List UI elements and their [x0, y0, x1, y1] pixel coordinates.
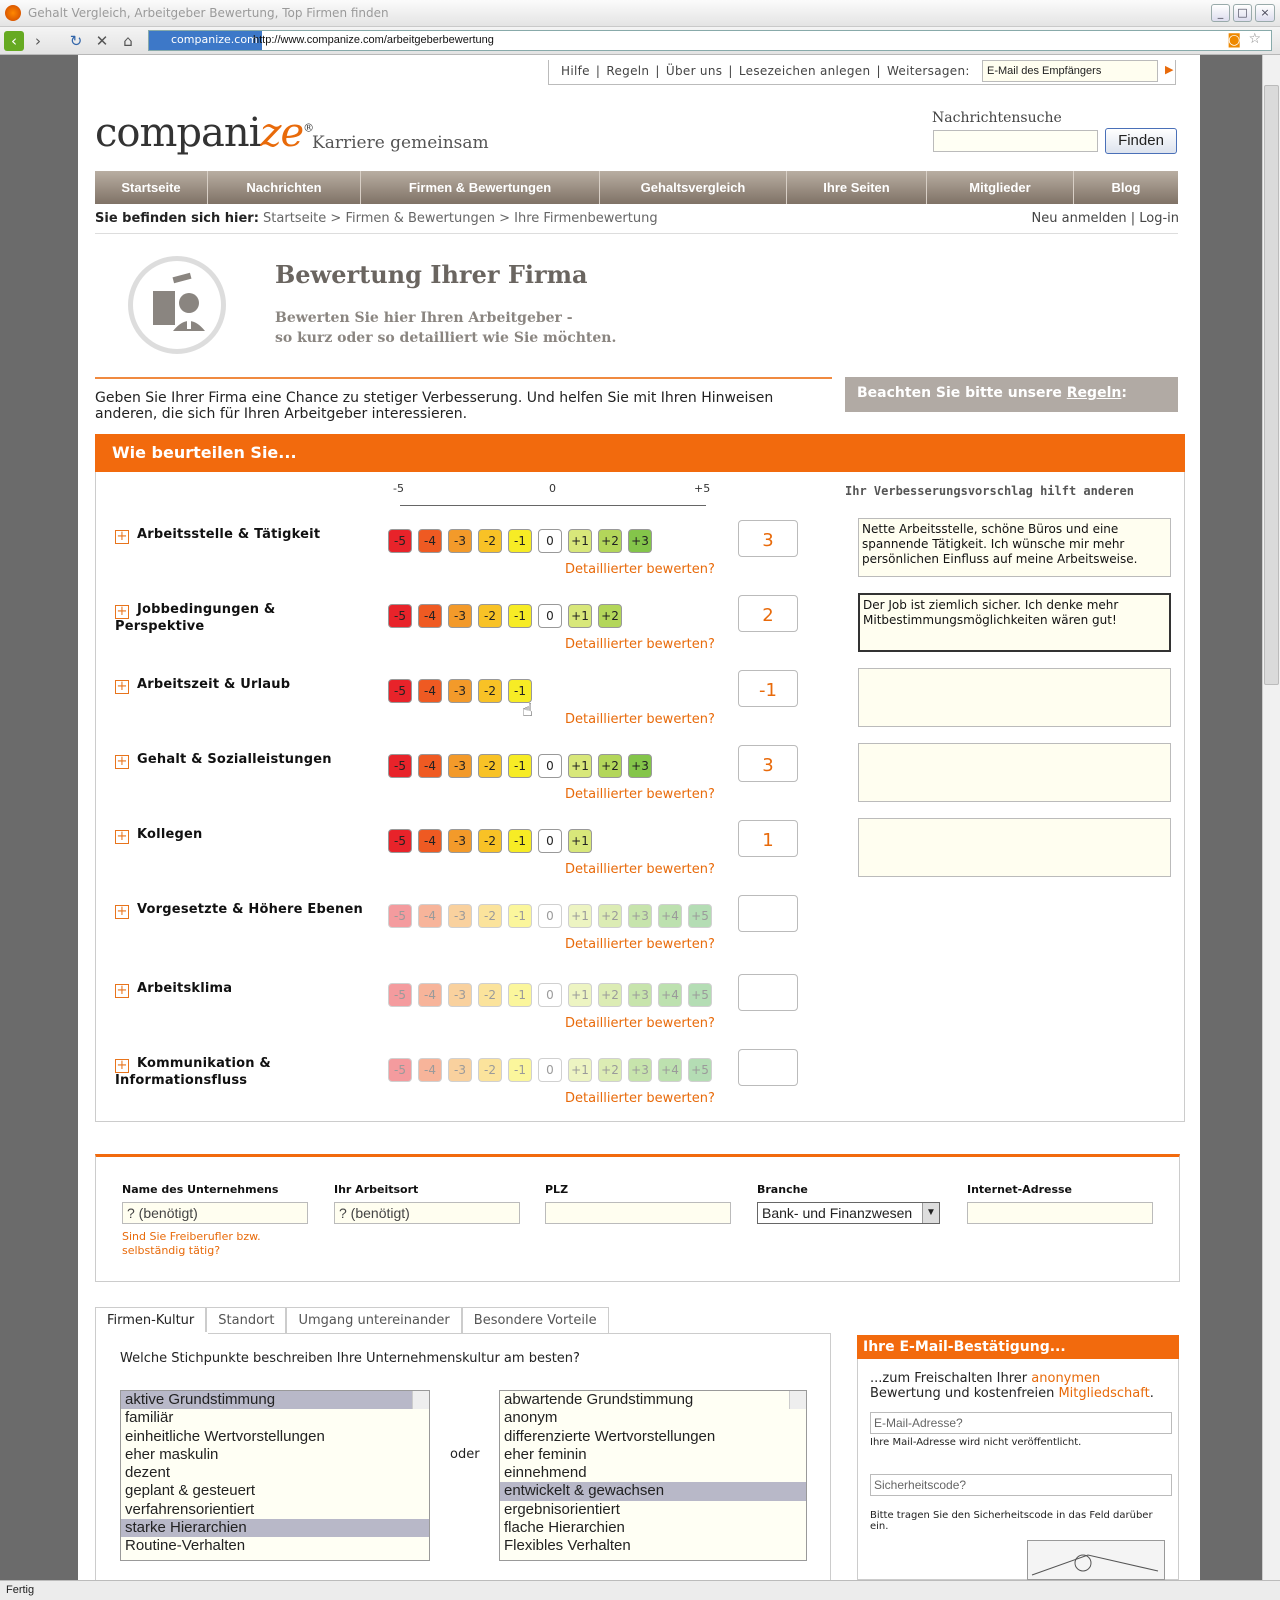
culture-list-right[interactable] [499, 1390, 807, 1561]
rating-button[interactable]: -4 [418, 529, 442, 553]
expand-icon[interactable]: + [116, 604, 128, 619]
rating-button[interactable]: +1 [568, 529, 592, 553]
rating-button[interactable]: 0 [538, 529, 562, 553]
rating-row-label[interactable]: + Gehalt & Sozialleistungen [116, 752, 332, 769]
list-item[interactable]: einheitliche Wertvorstellungen [125, 1427, 325, 1445]
browser-toolbar [0, 27, 1280, 55]
rating-button[interactable]: -4 [418, 983, 442, 1007]
nav-startseite[interactable]: Startseite [95, 171, 208, 204]
rating-scale [388, 529, 652, 553]
security-code-input[interactable]: Sicherheitscode? [870, 1474, 1172, 1496]
list-item[interactable]: anonym [504, 1409, 558, 1427]
rating-scale [388, 679, 532, 703]
score-box[interactable] [738, 895, 798, 932]
rating-button[interactable]: +1 [568, 829, 592, 853]
list-item[interactable]: ergebnisorientiert [504, 1500, 620, 1518]
rating-button[interactable]: -4 [418, 754, 442, 778]
rating-heading: Wie beurteilen Sie... [95, 434, 1185, 472]
label-company-name: Name des Unternehmens [122, 1183, 279, 1196]
list-item[interactable]: aktive Grundstimmung [121, 1391, 429, 1409]
rating-button[interactable]: -4 [418, 829, 442, 853]
rating-button[interactable]: +4 [658, 904, 682, 928]
rating-scale [388, 1058, 712, 1082]
status-bar: Fertig [0, 1580, 1280, 1600]
recipient-email-input[interactable]: E-Mail des Empfängers [982, 60, 1158, 82]
rating-button[interactable]: -4 [418, 904, 442, 928]
vertical-scrollbar[interactable] [1262, 55, 1280, 1580]
rating-button[interactable]: -2 [478, 904, 502, 928]
nav-firmen[interactable]: Firmen & Bewertungen [361, 171, 600, 204]
scale-max: +5 [694, 482, 711, 495]
list-item[interactable]: abwartende Grundstimmung [504, 1391, 694, 1408]
rating-button[interactable]: +5 [688, 904, 712, 928]
list-item[interactable]: Flexibles Verhalten [504, 1537, 631, 1555]
detail-rating-link[interactable]: Detaillierter bewerten? [565, 862, 715, 877]
intro-text: Geben Sie Ihrer Firma eine Chance zu stetiger Verbesserung. Und helfen Sie mit Ihren Hinweisen anderen, die sich für Ihren Arbeitgeber interessieren. [95, 390, 774, 422]
rating-button[interactable]: -2 [478, 604, 502, 628]
rating-button[interactable]: +3 [628, 904, 652, 928]
rating-button[interactable]: +2 [598, 604, 622, 628]
nav-ihre-seiten[interactable]: Ihre Seiten [787, 171, 927, 204]
breadcrumb: Sie befinden sich hier: Startseite > Firmen & Bewertungen > Ihre Firmenbewertung [95, 211, 658, 226]
link-ueber-uns[interactable]: Über uns [665, 64, 723, 78]
rating-scale [388, 983, 712, 1007]
window-title: Gehalt Vergleich, Arbeitgeber Bewertung, Top Firmen finden [28, 6, 389, 20]
score-box[interactable]: -1 [738, 670, 798, 707]
stop-icon[interactable]: ✕ [95, 32, 109, 50]
email-confirmation-heading: Ihre E-Mail-Bestätigung... [857, 1335, 1179, 1359]
branche-select[interactable]: Bank- und Finanzwesen ▼ [757, 1202, 940, 1224]
chevron-down-icon[interactable]: ▼ [922, 1203, 939, 1223]
rating-button[interactable]: -1 [508, 1058, 532, 1082]
rating-button[interactable]: -3 [448, 754, 472, 778]
label-workplace: Ihr Arbeitsort [334, 1183, 419, 1196]
detail-rating-link[interactable]: Detaillierter bewerten? [565, 637, 715, 652]
list-item[interactable]: differenzierte Wertvorstellungen [504, 1427, 716, 1445]
logo[interactable]: companize® [95, 110, 314, 156]
culture-tabs [95, 1307, 609, 1333]
divider [95, 233, 1178, 234]
list-item[interactable]: Routine-Verhalten [125, 1537, 246, 1555]
workplace-input[interactable]: ? (benötigt) [334, 1202, 520, 1224]
news-search-label: Nachrichtensuche [932, 110, 1062, 126]
page-title: Bewertung Ihrer Firma [275, 260, 588, 289]
rating-button[interactable]: -4 [418, 679, 442, 703]
rating-button[interactable]: -5 [388, 983, 412, 1007]
list-item[interactable]: eher feminin [504, 1445, 587, 1463]
search-button[interactable]: Finden [1105, 128, 1177, 154]
rating-button[interactable]: -2 [478, 983, 502, 1007]
tab-vorteile[interactable]: Besondere Vorteile [462, 1307, 609, 1333]
rating-button[interactable]: -3 [448, 829, 472, 853]
rating-button[interactable]: -2 [478, 829, 502, 853]
rating-row-label[interactable]: + Kollegen [116, 827, 203, 844]
score-box[interactable]: 2 [738, 595, 798, 632]
rating-button[interactable]: +4 [658, 1058, 682, 1082]
internet-input[interactable] [967, 1202, 1153, 1224]
rating-button[interactable]: +2 [598, 529, 622, 553]
url-bar[interactable] [148, 30, 1272, 51]
rating-button[interactable]: -4 [418, 604, 442, 628]
label-branche: Branche [757, 1183, 808, 1196]
rating-button[interactable]: -1 [508, 604, 532, 628]
rating-row-label[interactable]: + Vorgesetzte & Höhere Ebenen [116, 902, 363, 919]
rating-button[interactable]: -1 [508, 754, 532, 778]
rating-scale [388, 604, 622, 628]
rating-button[interactable]: 0 [538, 983, 562, 1007]
score-box[interactable] [738, 974, 798, 1011]
rating-button[interactable]: +1 [568, 1058, 592, 1082]
expand-icon[interactable]: + [116, 1058, 128, 1073]
close-window-button[interactable]: × [1255, 4, 1275, 22]
list-scrollbar[interactable] [412, 1391, 429, 1409]
suggestion-textarea[interactable] [858, 743, 1171, 802]
rating-scale [388, 829, 592, 853]
rating-button[interactable]: -1 [508, 983, 532, 1007]
expand-icon[interactable]: + [116, 904, 128, 919]
expand-icon[interactable]: + [116, 983, 128, 998]
rating-button[interactable]: +4 [658, 983, 682, 1007]
rating-button[interactable]: -2 [478, 529, 502, 553]
detail-rating-link[interactable]: Detaillierter bewerten? [565, 1091, 715, 1106]
score-box[interactable] [738, 1049, 798, 1086]
rating-button[interactable]: -3 [448, 604, 472, 628]
rating-button[interactable]: +5 [688, 983, 712, 1007]
rating-button[interactable]: +3 [628, 983, 652, 1007]
news-search-input[interactable] [933, 130, 1098, 152]
active-tab-joiner [96, 1332, 208, 1334]
rating-button[interactable]: -1 [508, 904, 532, 928]
tab-firmen-kultur[interactable]: Firmen-Kultur [95, 1307, 206, 1333]
nav-nachrichten[interactable]: Nachrichten [208, 171, 361, 204]
rating-button[interactable]: -2 [478, 1058, 502, 1082]
rating-button[interactable]: -2 [478, 754, 502, 778]
scale-min: -5 [393, 482, 404, 495]
window-titlebar [0, 0, 1280, 27]
rating-button[interactable]: +3 [628, 754, 652, 778]
rating-button[interactable]: +3 [628, 1058, 652, 1082]
rating-button[interactable]: 0 [538, 754, 562, 778]
rating-button[interactable]: +1 [568, 983, 592, 1007]
rating-row-label[interactable]: + Jobbedingungen & Perspektive [115, 602, 276, 634]
label-internet: Internet-Adresse [967, 1183, 1073, 1196]
main-nav [95, 171, 1178, 204]
rating-scale [388, 904, 712, 928]
score-box[interactable]: 1 [738, 820, 798, 857]
nav-gehaltsvergleich[interactable]: Gehaltsvergleich [600, 171, 787, 204]
detail-rating-link[interactable]: Detaillierter bewerten? [565, 1016, 715, 1031]
expand-icon[interactable]: + [116, 754, 128, 769]
rating-button[interactable]: -5 [388, 754, 412, 778]
detail-rating-link[interactable]: Detaillierter bewerten? [565, 937, 715, 952]
tab-standort[interactable]: Standort [206, 1307, 286, 1333]
rating-button[interactable]: -3 [448, 1058, 472, 1082]
detail-rating-link[interactable]: Detaillierter bewerten? [565, 562, 715, 577]
rating-button[interactable]: 0 [538, 904, 562, 928]
label-weitersagen: Weitersagen: [886, 64, 970, 78]
tab-umgang[interactable]: Umgang untereinander [286, 1307, 461, 1333]
rating-button[interactable]: -2 [478, 679, 502, 703]
suggestion-textarea[interactable] [858, 668, 1171, 727]
suggestion-heading: Ihr Verbesserungsvorschlag hilft anderen [845, 484, 1134, 498]
bookmark-star-icon[interactable]: ☆ [1248, 31, 1261, 47]
link-lesezeichen[interactable]: Lesezeichen anlegen [738, 64, 871, 78]
rating-button[interactable]: +5 [688, 1058, 712, 1082]
security-code-hint: Bitte tragen Sie den Sicherheitscode in das Feld darüber ein. [870, 1510, 1153, 1532]
forward-icon[interactable]: › [35, 32, 41, 50]
minimize-button[interactable]: _ [1211, 4, 1230, 22]
suggestion-textarea[interactable]: Der Job ist ziemlich sicher. Ich denke mehr Mitbestimmungsmöglichkeiten wären gut! [858, 593, 1171, 652]
rating-button[interactable]: +2 [598, 904, 622, 928]
rating-button[interactable]: -5 [388, 529, 412, 553]
list-item[interactable]: starke Hierarchien [121, 1519, 429, 1537]
culture-list-left[interactable] [120, 1390, 430, 1561]
hand-cursor-icon: ☝ [522, 700, 533, 721]
rating-button[interactable]: +1 [568, 754, 592, 778]
email-confirmation-text: ...zum Freischalten Ihrer anonymen Bewertung und kostenfreien Mitgliedschaft. [870, 1371, 1154, 1401]
suggestion-textarea[interactable] [858, 818, 1171, 877]
rating-button[interactable]: -3 [448, 529, 472, 553]
send-arrow-icon[interactable]: ▶ [1165, 63, 1174, 76]
rating-button[interactable]: -5 [388, 829, 412, 853]
anonymous-link[interactable]: anonymen [1031, 1371, 1101, 1386]
expand-icon[interactable]: + [116, 829, 128, 844]
rating-button[interactable]: -5 [388, 679, 412, 703]
culture-question: Welche Stichpunkte beschreiben Ihre Unternehmenskultur am besten? [120, 1351, 580, 1366]
rating-button[interactable]: +2 [598, 754, 622, 778]
freelancer-link[interactable]: Sind Sie Freiberufler bzw. selbständig tätig? [122, 1230, 261, 1257]
list-item[interactable]: eher maskulin [125, 1445, 219, 1463]
rating-button[interactable]: -3 [448, 679, 472, 703]
tagline: Karriere gemeinsam [312, 133, 489, 153]
company-name-input[interactable]: ? (benötigt) [122, 1202, 308, 1224]
list-item[interactable]: dezent [125, 1464, 171, 1482]
captcha-image [1027, 1540, 1165, 1580]
rules-link[interactable]: Regeln [1066, 385, 1122, 401]
rating-button[interactable]: -4 [418, 1058, 442, 1082]
rating-row-label[interactable]: + Arbeitsklima [116, 981, 233, 998]
divider [95, 377, 832, 379]
list-item[interactable]: geplant & gesteuert [125, 1482, 256, 1500]
rating-button[interactable]: +3 [628, 529, 652, 553]
rss-icon[interactable]: ◙ [1227, 32, 1241, 48]
site-badge: companize.com [149, 31, 262, 50]
rating-button[interactable]: -3 [448, 904, 472, 928]
link-hilfe[interactable]: Hilfe [561, 64, 590, 78]
plz-input[interactable] [545, 1202, 731, 1224]
rating-button[interactable]: +1 [568, 904, 592, 928]
rating-button[interactable]: -1 [508, 829, 532, 853]
rating-button[interactable]: 0 [538, 829, 562, 853]
link-regeln[interactable]: Regeln [606, 64, 650, 78]
list-scrollbar[interactable] [789, 1391, 806, 1409]
expand-icon[interactable]: + [116, 679, 128, 694]
detail-rating-link[interactable]: Detaillierter bewerten? [565, 787, 715, 802]
list-item[interactable]: verfahrensorientiert [125, 1500, 255, 1518]
rating-button[interactable]: 0 [538, 1058, 562, 1082]
label-plz: PLZ [545, 1183, 569, 1196]
top-links: Hilfe | Regeln | Über uns | Lesezeichen anlegen | Weitersagen: [548, 60, 1176, 85]
membership-link[interactable]: Mitgliedschaft [1058, 1386, 1150, 1401]
scroll-thumb[interactable] [1264, 85, 1279, 685]
rating-button[interactable]: -3 [448, 983, 472, 1007]
rating-button[interactable]: -1 [508, 529, 532, 553]
oder-label: oder [450, 1447, 480, 1462]
employer-icon [128, 256, 226, 354]
scale-line [400, 505, 706, 506]
page-subtitle: Bewerten Sie hier Ihren Arbeitgeber - so kurz oder so detailliert wie Sie möchten. [275, 310, 617, 346]
expand-icon[interactable]: + [116, 529, 128, 544]
list-item[interactable]: einnehmend [504, 1464, 587, 1482]
list-item[interactable]: entwickelt & gewachsen [500, 1482, 806, 1500]
rating-scale [388, 754, 652, 778]
reload-icon[interactable]: ↻ [69, 32, 83, 50]
url-text: http://www.companize.com/arbeitgeberbewertung [253, 34, 494, 46]
rating-button[interactable]: -5 [388, 904, 412, 928]
rating-row-label[interactable]: + Kommunikation & Informationsfluss [115, 1056, 271, 1088]
home-icon[interactable]: ⌂ [123, 32, 133, 50]
nav-mitglieder[interactable]: Mitglieder [927, 171, 1074, 204]
rating-button[interactable]: -1 [508, 679, 532, 703]
list-item[interactable]: flache Hierarchien [504, 1519, 625, 1537]
scale-mid: 0 [549, 482, 556, 495]
rating-row-label[interactable]: + Arbeitsstelle & Tätigkeit [116, 527, 321, 544]
rules-box: Beachten Sie bitte unsere Regeln: [845, 377, 1178, 412]
email-hint: Ihre Mail-Adresse wird nicht veröffentlicht. [870, 1437, 1082, 1448]
rating-button[interactable]: +2 [598, 1058, 622, 1082]
detail-rating-link[interactable]: Detaillierter bewerten? [565, 712, 715, 727]
email-input[interactable]: E-Mail-Adresse? [870, 1412, 1172, 1434]
rating-button[interactable]: -5 [388, 1058, 412, 1082]
rating-button[interactable]: 0 [538, 604, 562, 628]
rating-button[interactable]: +2 [598, 983, 622, 1007]
suggestion-textarea[interactable]: Nette Arbeitsstelle, schöne Büros und eine spannende Tätigkeit. Ich wünsche mir mehr persönlichen Einfluss auf meine Arbeitsweise. [858, 518, 1171, 577]
list-item[interactable]: familiär [125, 1409, 174, 1427]
rating-row-label[interactable]: + Arbeitszeit & Urlaub [116, 677, 291, 694]
rating-button[interactable]: +1 [568, 604, 592, 628]
back-icon[interactable]: ‹ [4, 31, 24, 51]
login-links[interactable]: Neu anmelden | Log-in [1031, 211, 1179, 226]
nav-blog[interactable]: Blog [1111, 180, 1141, 195]
score-box[interactable]: 3 [738, 520, 798, 557]
maximize-button[interactable]: □ [1233, 4, 1252, 22]
firefox-icon [5, 5, 21, 21]
score-box[interactable]: 3 [738, 745, 798, 782]
rating-button[interactable]: -5 [388, 604, 412, 628]
